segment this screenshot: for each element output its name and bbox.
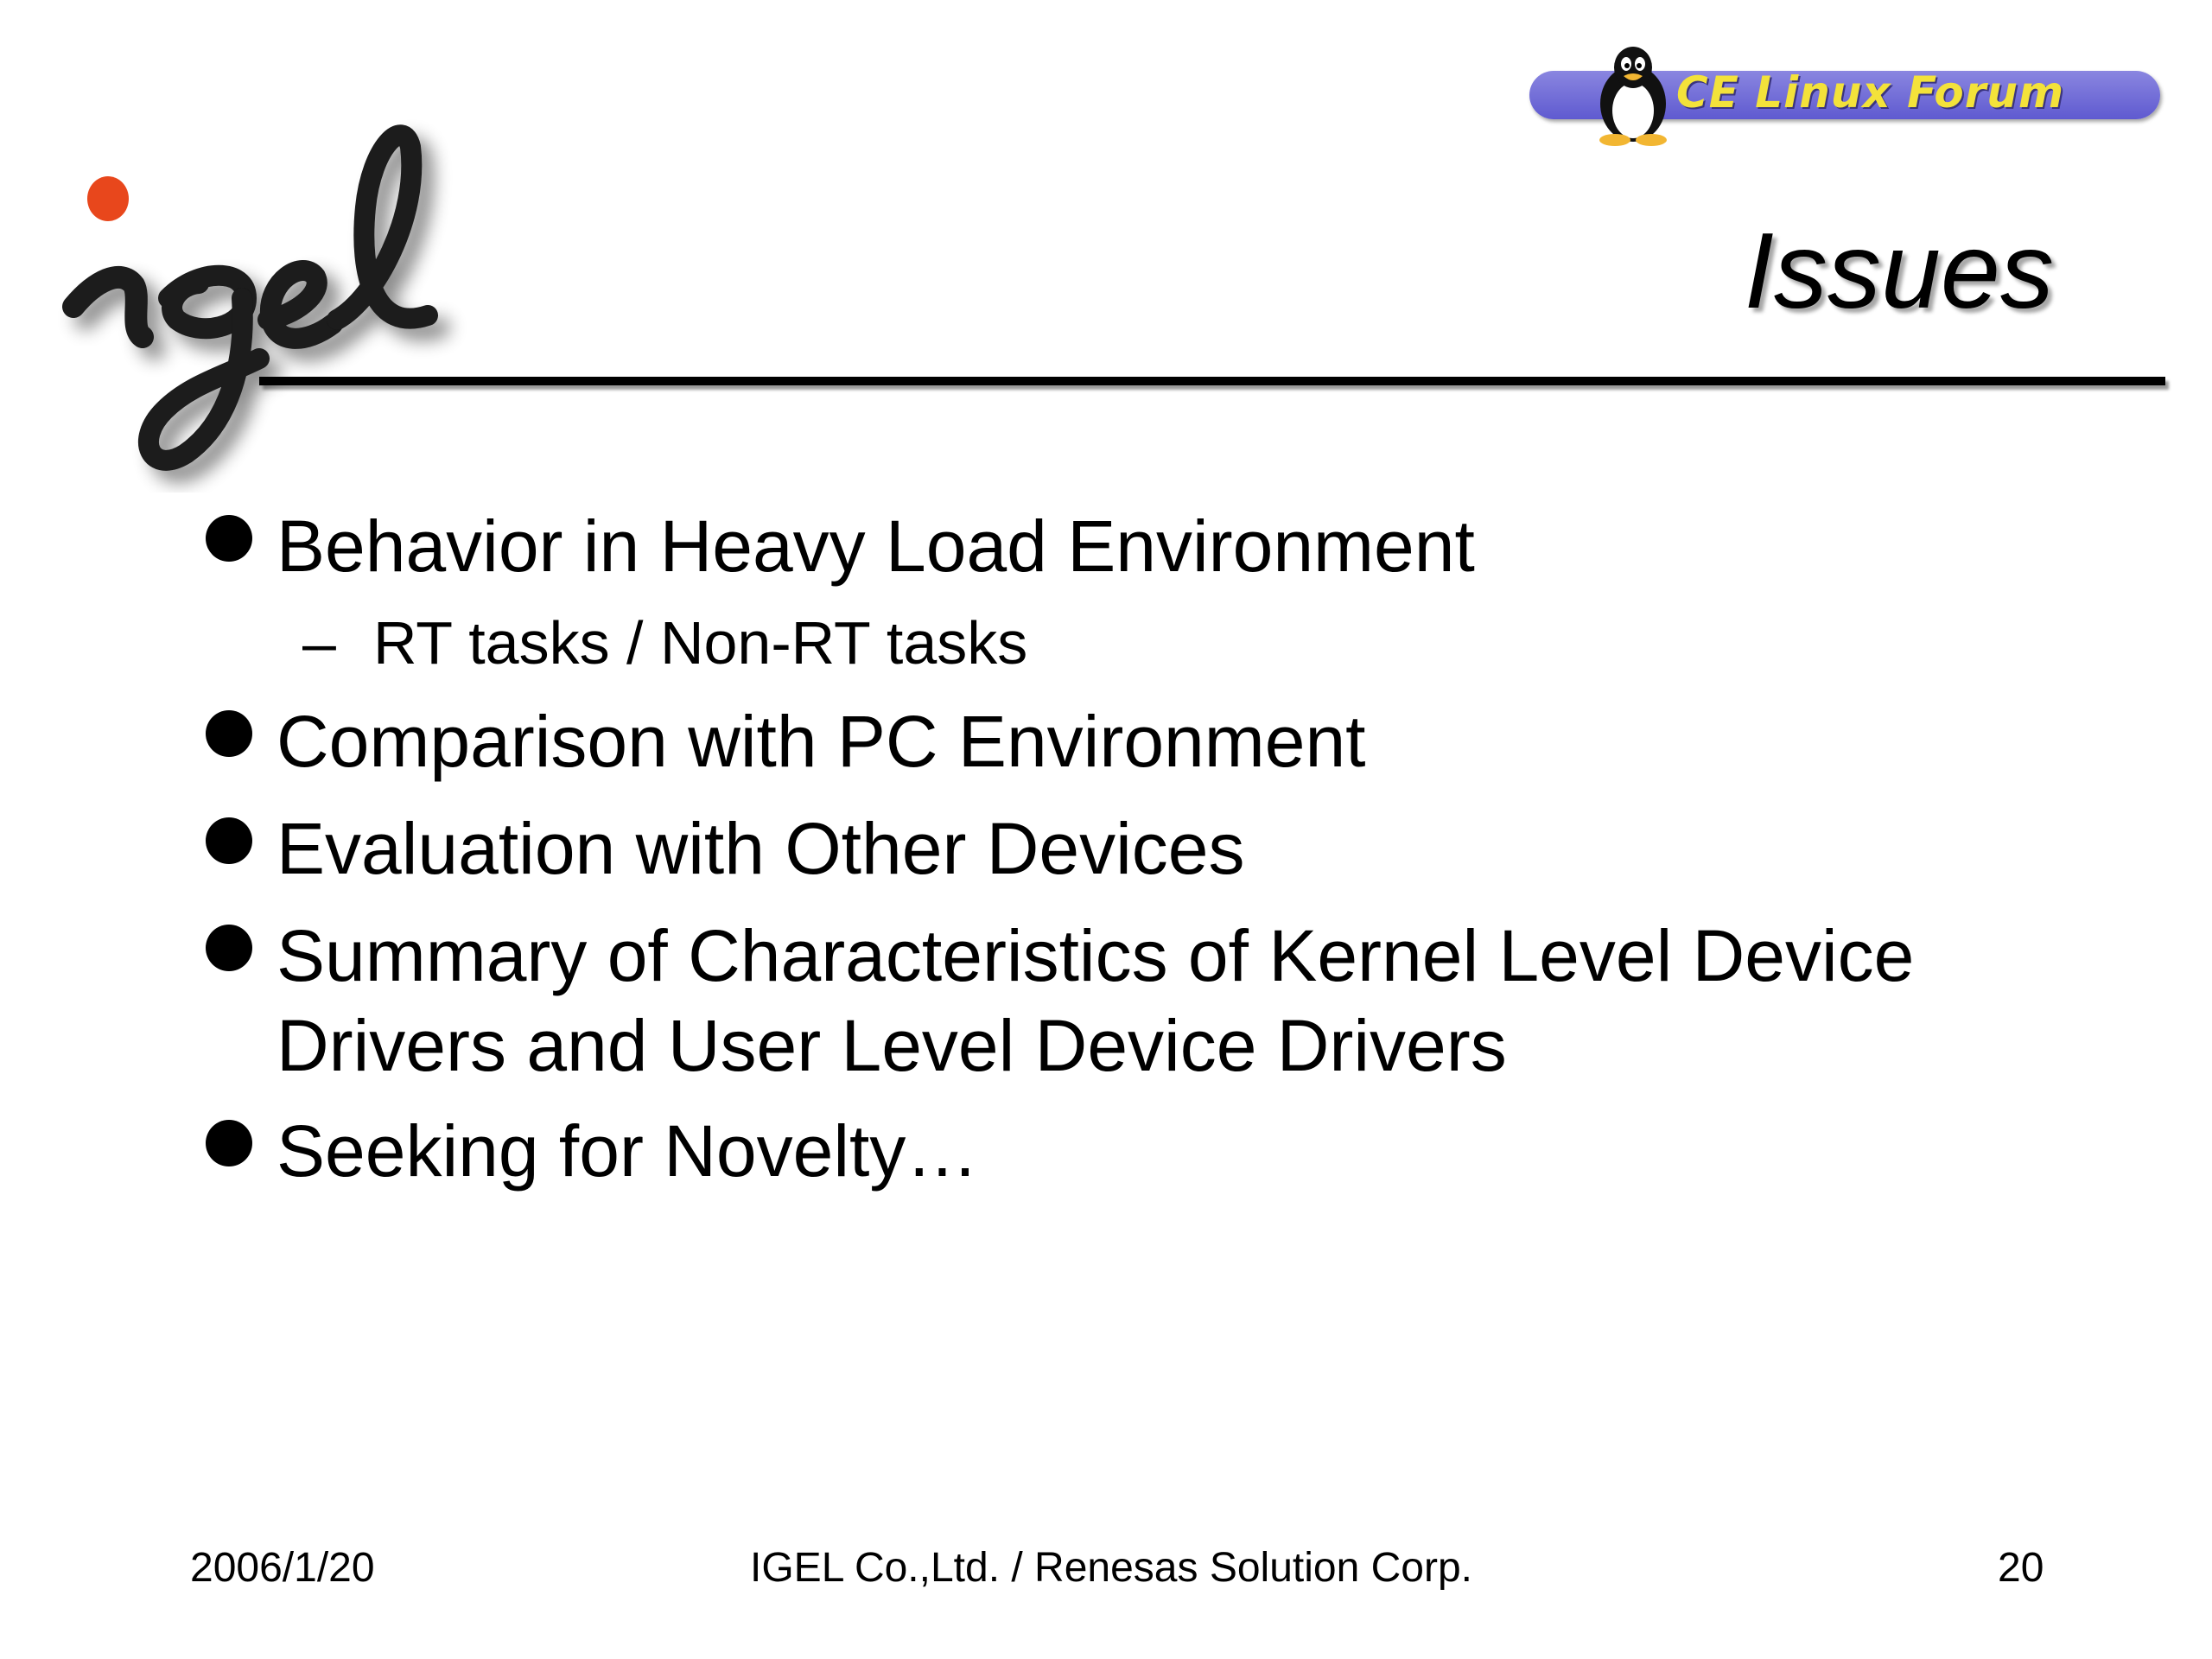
bullet-item: Summary of Characteristics of Kernel Level Device — [276, 915, 1915, 996]
igel-logo — [48, 112, 497, 493]
bullet-dot-icon — [206, 1120, 252, 1166]
slide-title: Issues — [1744, 212, 2054, 331]
bullet-item: Comparison with PC Environment — [276, 701, 1366, 782]
sub-bullet-item: RT tasks / Non-RT tasks — [373, 609, 1028, 677]
bullet-item-continuation: Drivers and User Level Device Drivers — [276, 1005, 1507, 1086]
badge-text: CE Linux Forum — [1676, 67, 2065, 118]
bullet-item: Behavior in Heavy Load Environment — [276, 505, 1475, 587]
bullet-item: Seeking for Novelty… — [276, 1110, 979, 1192]
tux-penguin-icon — [1586, 43, 1681, 147]
footer-company: IGEL Co.,Ltd. / Renesas Solution Corp. — [750, 1545, 1472, 1591]
footer-page-number: 20 — [1998, 1545, 2044, 1591]
ce-linux-forum-badge — [1521, 43, 2160, 147]
title-divider — [259, 377, 2165, 385]
igel-logo-graphic — [48, 112, 497, 493]
bullet-dot-icon — [206, 925, 252, 971]
bullet-dot-icon — [206, 710, 252, 757]
bullet-item: Evaluation with Other Devices — [276, 808, 1245, 889]
bullet-dot-icon — [206, 515, 252, 562]
footer-date: 2006/1/20 — [190, 1545, 375, 1591]
sub-bullet-dash: – — [302, 609, 336, 677]
bullet-dot-icon — [206, 817, 252, 864]
logo-dot — [87, 176, 129, 221]
